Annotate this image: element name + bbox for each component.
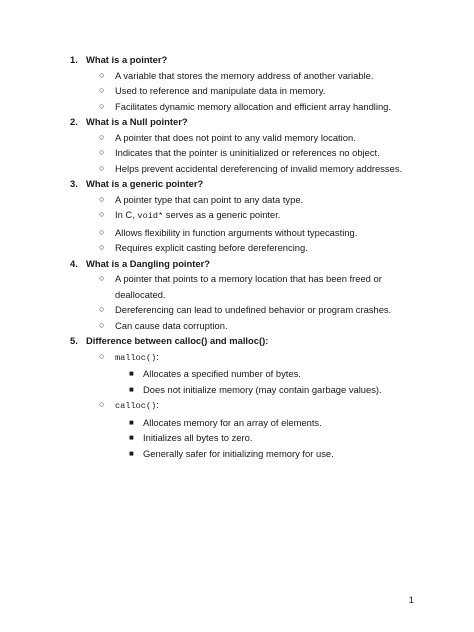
circle-bullet-icon: ○	[99, 147, 105, 157]
question-title: What is a generic pointer?	[86, 178, 204, 189]
circle-bullet-icon: ○	[99, 273, 105, 283]
nested-bullet-item	[70, 446, 410, 462]
question-heading	[70, 114, 410, 130]
question-heading	[70, 256, 410, 272]
bullet-text: Used to reference and manipulate data in memory.	[115, 85, 326, 96]
circle-bullet-icon: ○	[99, 100, 105, 111]
bullet-item	[70, 302, 410, 318]
bullet-text: Dereferencing can lead to undefined behavior or program crashes.	[115, 304, 392, 315]
square-bullet-icon: ■	[129, 448, 134, 458]
bullet-text: Initializes all bytes to zero.	[143, 432, 253, 443]
square-bullet-icon: ■	[129, 369, 134, 378]
inline-code: malloc()	[115, 352, 157, 363]
inline-code: void*	[137, 211, 164, 221]
circle-bullet-icon: ○	[99, 242, 105, 252]
circle-bullet-icon: ○	[99, 69, 105, 80]
nested-bullet-item	[70, 430, 410, 446]
question-heading	[70, 333, 410, 349]
question-title: What is a pointer?	[86, 54, 168, 65]
circle-bullet-icon: ○	[99, 350, 105, 361]
inline-code: calloc()	[115, 401, 157, 411]
bullet-text: Allocates memory for an array of elements.	[143, 416, 322, 428]
square-bullet-icon: ■	[129, 417, 134, 427]
circle-bullet-icon: ○	[99, 131, 105, 142]
question-number: 4.	[70, 257, 78, 269]
bullet-text: A pointer that does not point to any valid memory location.	[115, 131, 356, 143]
circle-bullet-icon: ○	[99, 85, 105, 95]
bullet-text: Indicates that the pointer is uninitialized or references no object.	[115, 147, 380, 158]
bullet-text-line2: deallocated.	[115, 288, 166, 300]
bullet-item	[70, 161, 410, 177]
bullet-text: Can cause data corruption.	[115, 319, 228, 331]
bullet-text: Generally safer for initializing memory for use.	[143, 447, 334, 459]
nested-bullet-item	[70, 415, 410, 431]
bullet-text: Helps prevent accidental dereferencing of invalid memory addresses.	[115, 162, 403, 174]
question-title: Difference between calloc() and malloc():	[86, 335, 269, 346]
question-number: 2.	[70, 116, 78, 127]
bullet-item	[70, 225, 410, 241]
bullet-text: Allocates a specified number of bytes.	[143, 368, 301, 379]
question-heading	[70, 176, 410, 192]
bullet-text: Does not initialize memory (may contain garbage values).	[143, 383, 382, 395]
bullet-item	[70, 68, 410, 84]
question-number: 1.	[70, 54, 78, 65]
bullet-text: Facilitates dynamic memory allocation and efficient array handling.	[115, 100, 392, 112]
bullet-item	[70, 240, 410, 256]
nested-bullet-item	[70, 382, 410, 398]
bullet-item	[70, 318, 410, 334]
circle-bullet-icon: ○	[99, 304, 105, 314]
sub-heading	[70, 397, 410, 415]
bullet-text-line1: A pointer that points to a memory location that has been freed or	[115, 273, 382, 284]
question-number: 5.	[70, 335, 78, 346]
sub-heading-suffix: :	[156, 399, 159, 410]
question-number: 3.	[70, 178, 78, 189]
nested-bullet-item	[70, 366, 410, 382]
bullet-text: A variable that stores the memory address of another variable.	[115, 69, 374, 81]
square-bullet-icon: ■	[129, 384, 134, 394]
bullet-text: A pointer type that can point to any data type.	[115, 193, 304, 205]
bullet-item	[70, 130, 410, 146]
bullet-item	[70, 83, 410, 99]
question-title: What is a Dangling pointer?	[86, 257, 210, 269]
bullet-item	[70, 271, 410, 302]
circle-bullet-icon: ○	[99, 226, 105, 237]
circle-bullet-icon: ○	[99, 319, 105, 330]
page-number: 1	[408, 594, 414, 605]
circle-bullet-icon: ○	[99, 399, 105, 409]
circle-bullet-icon: ○	[99, 209, 105, 219]
bullet-text: Requires explicit casting before dereferencing.	[115, 242, 308, 253]
circle-bullet-icon: ○	[99, 162, 105, 173]
circle-bullet-icon: ○	[99, 193, 105, 204]
question-title: What is a Null pointer?	[86, 116, 188, 127]
document-content	[70, 52, 410, 461]
bullet-item	[70, 192, 410, 208]
bullet-text-after: serves as a generic pointer.	[163, 209, 281, 220]
bullet-text-before: In C,	[115, 209, 138, 220]
square-bullet-icon: ■	[129, 433, 134, 442]
sub-heading-suffix: :	[156, 350, 159, 362]
bullet-text: Allows flexibility in function arguments without typecasting.	[115, 226, 358, 238]
sub-heading	[70, 349, 410, 367]
bullet-item	[70, 207, 410, 225]
bullet-item	[70, 145, 410, 161]
question-heading	[70, 52, 410, 68]
bullet-item	[70, 99, 410, 115]
